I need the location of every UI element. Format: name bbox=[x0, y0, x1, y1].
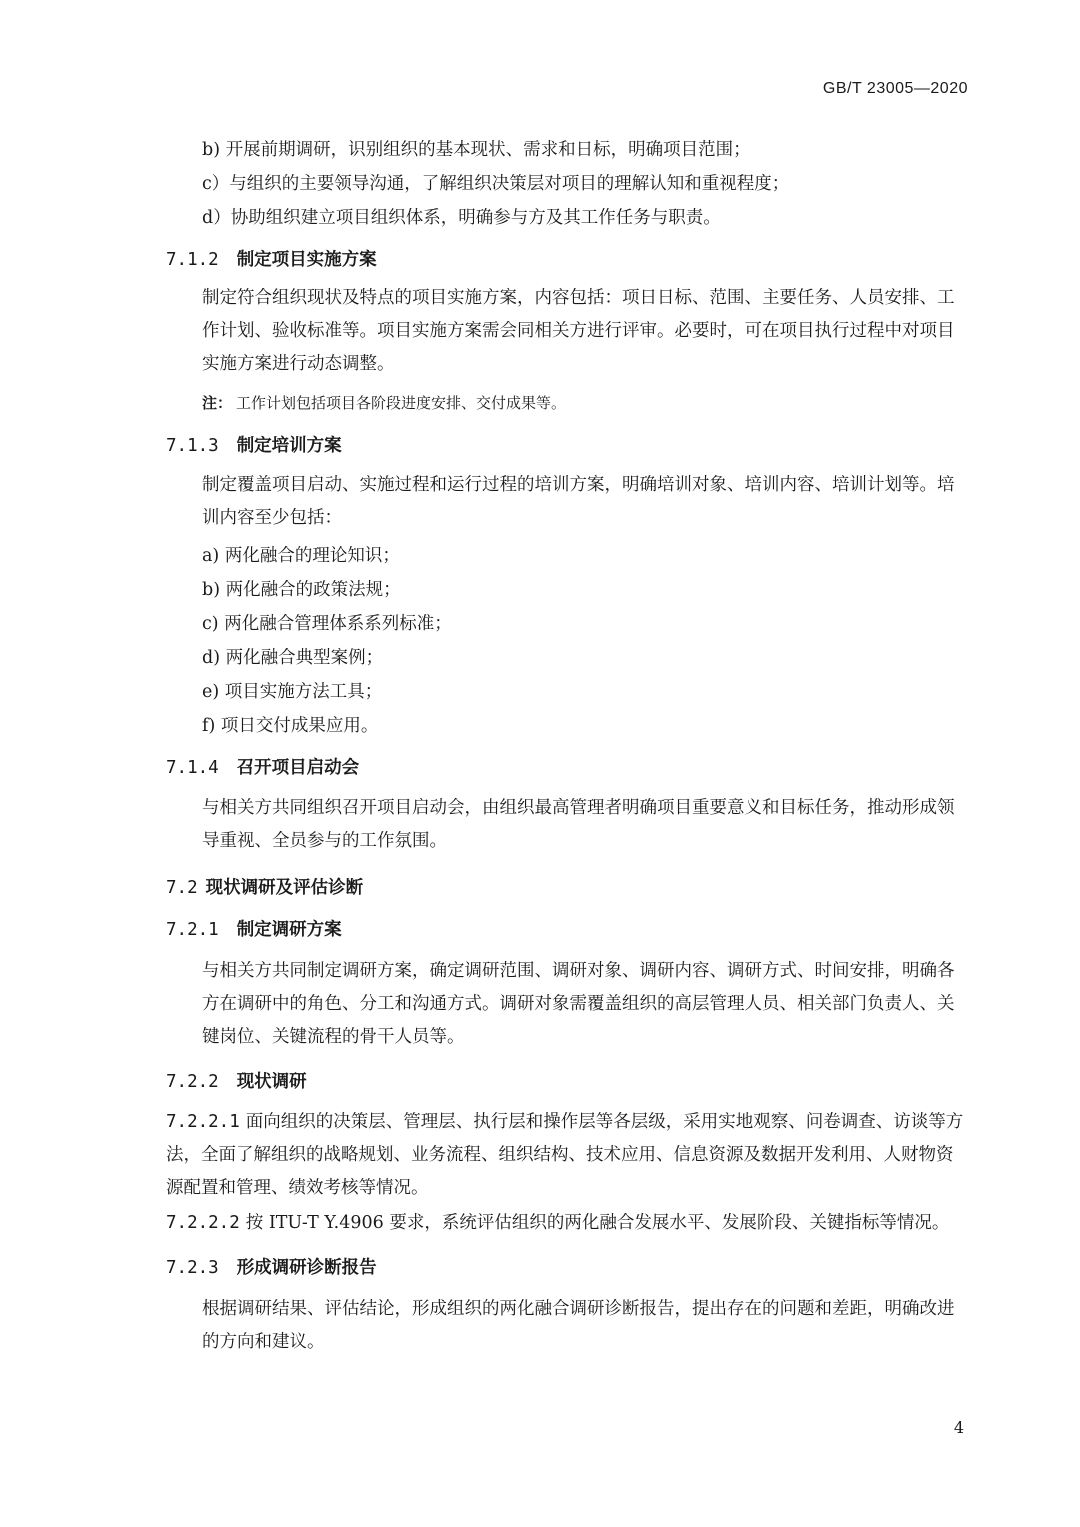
list-item: d) 两化融合典型案例； bbox=[202, 648, 384, 668]
list-item: a) 两化融合的理论知识； bbox=[202, 546, 400, 566]
section-title: 形成调研诊断报告 bbox=[236, 1258, 377, 1278]
section-heading-7-2-3 bbox=[166, 1254, 377, 1279]
paragraph-text: 按 ITU-T Y.4906 要求，系统评估组织的两化融合发展水平、发展阶段、关键指标等情况。 bbox=[245, 1213, 950, 1233]
list-item: e) 项目实施方法工具； bbox=[202, 682, 383, 702]
section-number: 7.2 bbox=[166, 878, 198, 898]
section-number: 7.1.4 bbox=[166, 758, 219, 778]
section-title: 现状调研及评估诊断 bbox=[205, 878, 364, 898]
numbered-paragraph-7-2-2-2 bbox=[166, 1207, 966, 1240]
paragraph-number: 7.2.2.1 bbox=[166, 1112, 240, 1132]
paragraph-text: 面向组织的决策层、管理层、执行层和操作层等各层级，采用实地观察、问卷调查、访谈等方法，全面了解组织的战略规划、业务流程、组织结构、技术应用、信息资源及数据开发利用、人财物资源配置和管理、绩效考核等情况。 bbox=[166, 1112, 964, 1198]
section-heading-7-2-2 bbox=[166, 1068, 307, 1093]
document-id-header: GB/T 23005—2020 bbox=[822, 80, 968, 97]
section-title: 制定培训方案 bbox=[236, 436, 342, 456]
list-item: f) 项日交付成果应用。 bbox=[202, 716, 379, 736]
section-title: 制定项目实施方案 bbox=[236, 250, 377, 270]
section-heading-7-2-1 bbox=[166, 916, 342, 941]
section-number: 7.2.2 bbox=[166, 1072, 219, 1092]
note bbox=[202, 392, 566, 413]
section-number: 7.1.2 bbox=[166, 250, 219, 270]
paragraph: 与相关方共同制定调研方案，确定调研范围、调研对象、调研内容、调研方式、时间安排，明确各方在调研中的角色、分工和沟通方式。调研对象需覆盖组织的高层管理人员、相关部门负责人、关键岗位、关键流程的骨干人员等。 bbox=[202, 961, 955, 1047]
paragraph: 制定符合组织现状及特点的项目实施方案，内容包括：项日日标、范围、主要任务、人员安排、工作计划、验收标准等。项目实施方案需会同相关方进行评审。必要时，可在项目执行过程中对项目实施方案进行动态调整。 bbox=[202, 288, 955, 374]
paragraph-number: 7.2.2.2 bbox=[166, 1213, 240, 1233]
note-label: 注： bbox=[202, 394, 233, 412]
list-item: b) 开展前期调研，识别组织的基本现状、需求和日标，明确项目范围； bbox=[202, 140, 751, 160]
section-title: 召开项目启动会 bbox=[236, 758, 360, 778]
numbered-paragraph-7-2-2-1 bbox=[166, 1106, 966, 1205]
paragraph: 制定覆盖项目启动、实施过程和运行过程的培训方案，明确培训对象、培训内容、培训计划等。培训内容至少包括： bbox=[202, 475, 955, 528]
list-item: d）协助组织建立项目组织体系，明确参与方及其工作任务与职责。 bbox=[202, 208, 721, 228]
list-item: c) 两化融合管理体系系列标准； bbox=[202, 614, 452, 634]
paragraph: 根据调研结果、评估结论，形成组织的两化融合调研诊断报告，提出存在的问题和差距，明确改进的方向和建议。 bbox=[202, 1299, 955, 1352]
section-heading-7-2 bbox=[166, 874, 363, 899]
section-heading-7-1-4 bbox=[166, 754, 359, 779]
section-heading-7-1-2 bbox=[166, 246, 377, 271]
section-title: 现状调研 bbox=[236, 1072, 307, 1092]
list-item: b) 两化融合的政策法规； bbox=[202, 580, 401, 600]
section-heading-7-1-3 bbox=[166, 432, 342, 457]
section-number: 7.1.3 bbox=[166, 436, 219, 456]
page-number: 4 bbox=[953, 1418, 964, 1437]
section-title: 制定调研方案 bbox=[236, 920, 342, 940]
section-number: 7.2.3 bbox=[166, 1258, 219, 1278]
note-text: 工作计划包括项目各阶段进度安排、交付成果等。 bbox=[236, 394, 567, 412]
paragraph: 与相关方共同组织召开项目启动会，由组织最高管理者明确项目重要意义和目标任务，推动形成领导重视、全员参与的工作氛围。 bbox=[202, 798, 955, 851]
list-item: c）与组织的主要领导沟通，了解组织决策层对项目的理解认知和重视程度； bbox=[202, 174, 790, 194]
section-number: 7.2.1 bbox=[166, 920, 219, 940]
